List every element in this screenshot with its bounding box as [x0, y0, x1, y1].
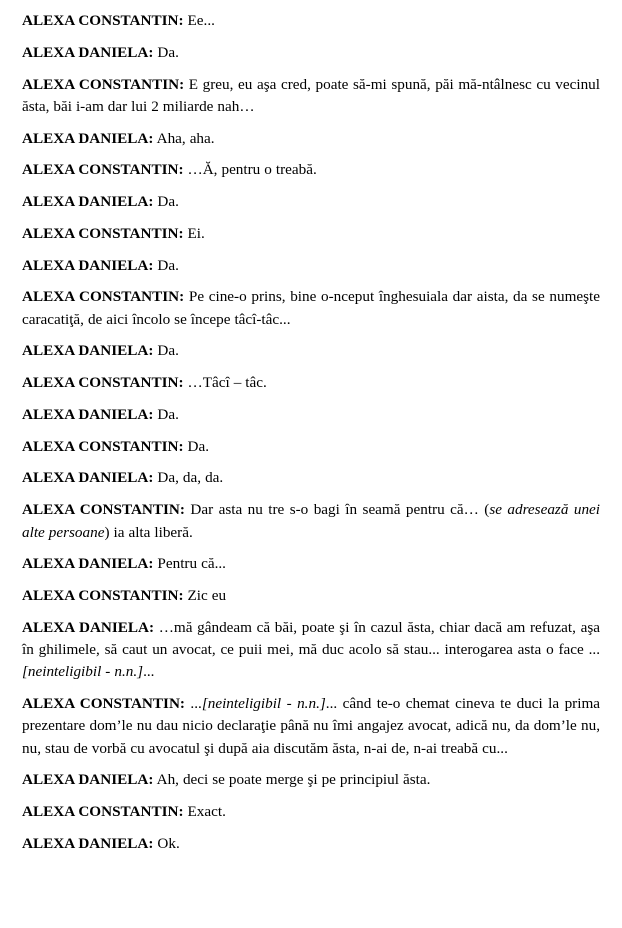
transcript-line	[22, 553, 600, 575]
speaker-separator: :	[179, 501, 185, 519]
speaker-label: ALEXA CONSTANTIN	[22, 224, 179, 242]
transcript-line	[22, 128, 600, 150]
transcript-line	[22, 693, 600, 760]
speaker-separator: :	[178, 587, 184, 605]
utterance-text: Ei.	[183, 224, 205, 242]
transcript-line	[22, 499, 600, 544]
speaker-label: ALEXA DANIELA	[22, 469, 149, 487]
utterance-text: Da, da, da.	[153, 469, 224, 487]
speaker-separator: :	[178, 803, 184, 821]
speaker-label: ALEXA CONSTANTIN	[22, 587, 179, 605]
utterance-annotation: se adresează unei alte persoane	[22, 501, 601, 541]
utterance-text: Ee...	[183, 12, 215, 29]
transcript-line	[22, 42, 600, 64]
speaker-separator: :	[179, 75, 185, 93]
speaker-label: ALEXA DANIELA	[22, 618, 150, 636]
transcript-body	[22, 10, 600, 855]
speaker-separator: :	[149, 618, 155, 636]
transcript-line	[22, 404, 600, 426]
speaker-label: ALEXA DANIELA	[22, 771, 149, 789]
speaker-label: ALEXA DANIELA	[22, 342, 149, 360]
speaker-separator: :	[148, 43, 154, 61]
speaker-separator: :	[148, 555, 154, 573]
utterance-text: …mă gândeam că băi, poate şi în cazul ăsta, chiar dacă am refuzat, aşa în ghilimele, să caut un avocat, ce puii mei, mă duc acolo să stau... interogarea asta o face ...	[22, 618, 600, 659]
speaker-separator: :	[148, 771, 154, 789]
utterance-text: Dar asta nu tre s-o bagi în seamă pentru că… (	[184, 501, 490, 519]
speaker-label: ALEXA DANIELA	[22, 834, 149, 852]
utterance-text: Da.	[183, 437, 210, 455]
transcript-line	[22, 286, 600, 331]
speaker-label: ALEXA DANIELA	[22, 193, 149, 211]
transcript-line	[22, 191, 600, 213]
utterance-text: …Tâcî – tâc.	[183, 374, 267, 392]
transcript-line	[22, 801, 600, 823]
speaker-label: ALEXA CONSTANTIN	[22, 695, 180, 713]
transcript-line	[22, 467, 600, 489]
utterance-text: ...	[184, 695, 202, 713]
speaker-label: ALEXA CONSTANTIN	[22, 437, 179, 455]
speaker-label: ALEXA CONSTANTIN	[22, 288, 180, 306]
transcript-line	[22, 769, 600, 791]
speaker-separator: :	[178, 374, 184, 392]
utterance-annotation: [neinteligibil - n.n.]	[22, 663, 144, 681]
utterance-text: Da.	[153, 405, 179, 423]
transcript-line	[22, 74, 600, 119]
speaker-separator: :	[178, 12, 184, 29]
speaker-separator: :	[148, 129, 154, 147]
speaker-separator: :	[178, 224, 184, 242]
utterance-text: Aha, aha.	[153, 129, 215, 147]
speaker-separator: :	[178, 437, 184, 455]
speaker-separator: :	[148, 469, 154, 487]
speaker-separator: :	[148, 342, 154, 360]
speaker-label: ALEXA CONSTANTIN	[22, 501, 180, 519]
utterance-text: Da.	[153, 193, 179, 211]
speaker-label: ALEXA DANIELA	[22, 129, 149, 147]
speaker-label: ALEXA DANIELA	[22, 555, 149, 573]
transcript-line	[22, 159, 600, 181]
speaker-label: ALEXA CONSTANTIN	[22, 374, 179, 392]
utterance-text: Ah, deci se poate merge şi pe principiul ăsta.	[153, 771, 431, 789]
speaker-label: ALEXA CONSTANTIN	[22, 161, 179, 179]
transcript-line	[22, 10, 600, 32]
utterance-annotation: [neinteligibil - n.n.]	[201, 695, 326, 713]
speaker-separator: :	[148, 405, 154, 423]
speaker-separator: :	[148, 834, 154, 852]
utterance-text: ... când te-o chemat cineva te duci la prima prezentare dom’le nu dau nicio declaraţie până nu îmi angajez avocat, adică nu, da dom’le nu, nu, stau de vorbă cu avocatul şi după aia discutăm ăsta, n-ai de, n-ai treabă cu...	[22, 695, 600, 757]
speaker-label: ALEXA DANIELA	[22, 405, 149, 423]
transcript-line	[22, 340, 600, 362]
utterance-text: ...	[143, 663, 155, 681]
transcript-line	[22, 436, 600, 458]
utterance-text: …Ă, pentru o treabă.	[183, 161, 317, 179]
transcript-line	[22, 255, 600, 277]
utterance-text: ) ia alta liberă.	[104, 523, 193, 541]
transcript-line	[22, 372, 600, 394]
speaker-label: ALEXA CONSTANTIN	[22, 12, 179, 29]
speaker-separator: :	[179, 288, 185, 306]
speaker-label: ALEXA CONSTANTIN	[22, 75, 180, 93]
speaker-separator: :	[148, 193, 154, 211]
speaker-label: ALEXA CONSTANTIN	[22, 803, 179, 821]
speaker-separator: :	[178, 161, 184, 179]
transcript-line	[22, 617, 600, 684]
utterance-text: Da.	[153, 256, 179, 274]
utterance-text: Da.	[153, 342, 179, 360]
transcript-line	[22, 833, 600, 855]
speaker-separator: :	[148, 256, 154, 274]
utterance-text: Exact.	[183, 803, 226, 821]
utterance-text: Pe cine-o prins, bine o-nceput înghesuiala dar aista, da se numeşte caracatiţă, de aici încolo se începe tâcî-tâc...	[22, 288, 600, 328]
utterance-text: Pentru că...	[153, 555, 226, 573]
speaker-label: ALEXA DANIELA	[22, 256, 149, 274]
utterance-text: Ok.	[153, 834, 180, 852]
speaker-label: ALEXA DANIELA	[22, 43, 149, 61]
utterance-text: E greu, eu aşa cred, poate să-mi spună, păi mă-ntâlnesc cu vecinul ăsta, băi i-am dar lui 2 miliarde nah…	[22, 75, 600, 115]
utterance-text: Da.	[153, 43, 179, 61]
speaker-separator: :	[179, 695, 185, 713]
utterance-text: Zic eu	[183, 587, 227, 605]
transcript-line	[22, 585, 600, 607]
transcript-line	[22, 223, 600, 245]
